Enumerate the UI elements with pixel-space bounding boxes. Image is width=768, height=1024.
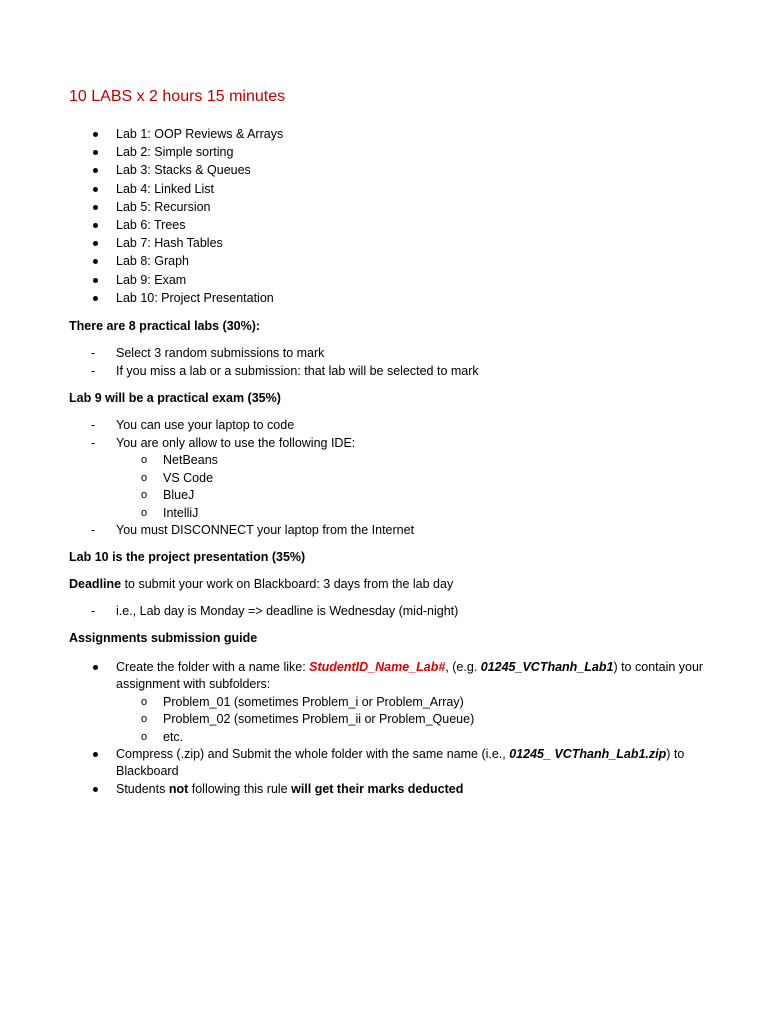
list-item: Lab 8: Graph [69, 253, 283, 271]
list-item: - Select 3 random submissions to mark [69, 345, 479, 363]
folder-pattern: StudentID_Name_Lab# [309, 660, 446, 674]
list-item: Lab 4: Linked List [69, 181, 283, 199]
folder-text: Create the folder with a name like: [116, 660, 310, 674]
zip-text: Compress (.zip) and Submit the whole folder with the same name (i.e., [116, 747, 510, 762]
rule-text: Students [116, 781, 169, 796]
guide-list [69, 659, 709, 798]
presentation-heading: Lab 10 is the project presentation (35%) [69, 550, 306, 564]
page-title: 10 LABS x 2 hours 15 minutes [69, 88, 286, 105]
exam-heading: Lab 9 will be a practical exam (35%) [69, 391, 281, 405]
zip-text: ) to Blackboard [116, 747, 685, 779]
folder-example: 01245_VCThanh_Lab1 [480, 660, 614, 674]
list-item: o Problem_02 (sometimes Problem_ii or Problem_Queue) [116, 711, 709, 729]
deadline-label: Deadline [69, 577, 122, 591]
subfolder-list [116, 694, 709, 747]
exam-list [69, 417, 414, 540]
practical-labs-heading: There are 8 practical labs (30%): [69, 319, 261, 333]
list-item: Lab 6: Trees [69, 217, 283, 235]
list-item: o Problem_01 (sometimes Problem_i or Problem_Array) [116, 694, 709, 712]
practical-labs-list [69, 345, 479, 380]
list-item: - You must DISCONNECT your laptop from the Internet [69, 522, 414, 540]
list-item [69, 435, 414, 523]
ide-list [116, 452, 414, 522]
deadline-paragraph [69, 576, 453, 593]
list-item: Lab 10: Project Presentation [69, 290, 283, 308]
list-item: Lab 2: Simple sorting [69, 144, 283, 162]
rule-consequence: will get their marks deducted [291, 781, 464, 796]
folder-text: ) to contain your assignment with subfolders: [116, 660, 704, 692]
list-item [69, 659, 709, 746]
list-item: - If you miss a lab or a submission: that lab will be selected to mark [69, 363, 479, 381]
list-item: o NetBeans [116, 452, 414, 470]
list-item: o BlueJ [116, 487, 414, 505]
list-item: Lab 3: Stacks & Queues [69, 162, 283, 180]
list-item: o VS Code [116, 470, 414, 488]
ide-intro: You are only allow to use the following IDE: [116, 435, 356, 450]
list-item [69, 781, 709, 798]
deadline-text: to submit your work on Blackboard: 3 days from the lab day [121, 577, 454, 591]
labs-list [69, 126, 283, 308]
list-item: Lab 9: Exam [69, 272, 283, 290]
list-item: Lab 5: Recursion [69, 199, 283, 217]
list-item [69, 746, 709, 781]
list-item: - You can use your laptop to code [69, 417, 414, 435]
zip-name: 01245_ VCThanh_Lab1.zip [509, 747, 667, 762]
list-item: o etc. [116, 729, 709, 747]
folder-text: , (e.g. [445, 660, 481, 674]
list-item: - i.e., Lab day is Monday => deadline is Wednesday (mid-night) [69, 603, 458, 621]
rule-not: not [168, 781, 189, 796]
deadline-list [69, 603, 458, 621]
list-item: o IntelliJ [116, 505, 414, 523]
list-item: Lab 1: OOP Reviews & Arrays [69, 126, 283, 144]
list-item: Lab 7: Hash Tables [69, 235, 283, 253]
rule-text: following this rule [188, 781, 292, 796]
guide-heading: Assignments submission guide [69, 631, 258, 645]
